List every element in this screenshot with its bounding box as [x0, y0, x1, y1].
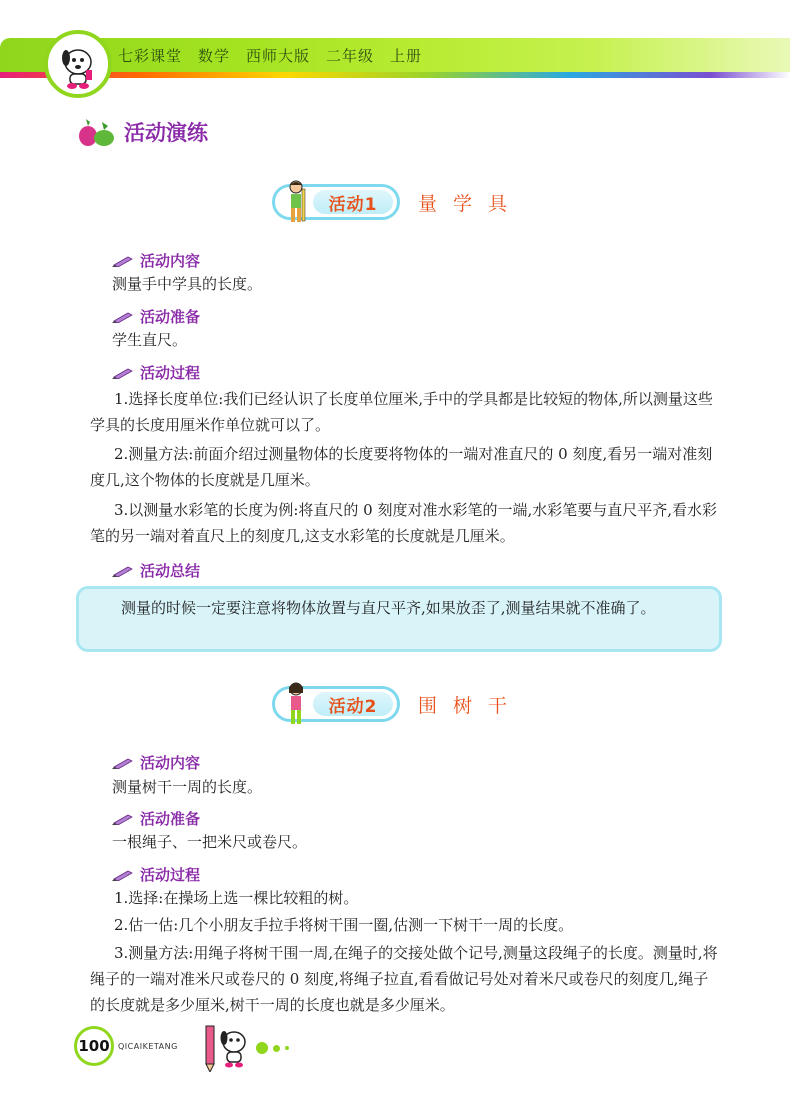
activity1-summary-text: 测量的时候一定要注意将物体放置与直尺平齐,如果放歪了,测量结果就不准确了。	[121, 599, 656, 617]
pencil-icon	[112, 813, 134, 825]
activity2-prep-text: 一根绳子、一把米尺或卷尺。	[112, 833, 308, 851]
child-figure-icon	[283, 179, 309, 225]
footer-brand: QICAIKETANG	[118, 1042, 178, 1051]
pencil-icon	[112, 869, 134, 881]
footer-dots	[256, 1042, 294, 1054]
section-heading-text: 活动演练	[124, 121, 208, 145]
activity1-content-text: 测量手中学具的长度。	[112, 275, 263, 293]
section-heading	[76, 116, 208, 148]
pencil-icon	[112, 255, 134, 267]
activity2-step-2: 2.估一估:几个小朋友手拉手将树干围一圈,估测一下树干一周的长度。	[114, 916, 574, 934]
activity1-title: 量学具	[418, 192, 524, 215]
child-figure-icon	[283, 681, 309, 727]
activity2-badge	[272, 686, 400, 722]
activity1-prep-text: 学生直尺。	[112, 331, 188, 349]
activity1-summary-label: 活动总结	[112, 560, 200, 581]
pencil-icon	[112, 311, 134, 323]
header-rainbow-stripe	[0, 72, 790, 78]
activity2-content-text: 测量树干一周的长度。	[112, 778, 263, 796]
footer-dot	[285, 1046, 289, 1050]
pencil-icon	[112, 367, 134, 379]
activity2-step-3: 3.测量方法:用绳子将树干围一周,在绳子的交接处做个记号,测量这段绳子的长度。测量时,将绳子的一端对准米尺或卷尺的 0 刻度,将绳子拉直,看看做记号处对着米尺或卷尺的刻度几,绳子的长度就是多少厘米,树干一周的长度也就是多少厘米。	[90, 944, 718, 1014]
activity1-step-1: 1.选择长度单位:我们已经认识了长度单位厘米,手中的学具都是比较短的物体,所以测量这些学具的长度用厘米作单位就可以了。	[90, 390, 713, 434]
activity2-header	[272, 682, 523, 726]
activity1-header	[272, 180, 523, 224]
pencil-dog-mascot-icon	[202, 1020, 254, 1072]
activity1-summary-box	[76, 586, 722, 652]
activity1-step-3: 3.以测量水彩笔的长度为例:将直尺的 0 刻度对准水彩笔的一端,水彩笔要与直尺平齐,看水彩笔的另一端对着直尺上的刻度几,这支水彩笔的长度就是几厘米。	[90, 501, 717, 545]
activity1-prep-label: 活动准备	[112, 306, 200, 327]
activity2-process-label: 活动过程	[112, 864, 200, 885]
page-header	[0, 0, 800, 90]
pencil-icon	[112, 565, 134, 577]
activity1-badge	[272, 184, 400, 220]
header-title: 七彩课堂 数学 西师大版 二年级 上册	[118, 47, 423, 65]
activity2-title: 围树干	[418, 694, 524, 717]
page-number: 100	[74, 1026, 114, 1066]
activity1-process-label: 活动过程	[112, 362, 200, 383]
activity2-prep-label: 活动准备	[112, 808, 200, 829]
fruit-vegetable-icon	[76, 116, 118, 148]
activity2-content-label: 活动内容	[112, 752, 200, 773]
mascot-badge	[44, 30, 112, 98]
activity2-step-1: 1.选择:在操场上选一棵比较粗的树。	[114, 889, 359, 907]
pencil-icon	[112, 757, 134, 769]
dog-mascot-icon	[48, 34, 108, 94]
activity1-content-label: 活动内容	[112, 250, 200, 271]
activity1-step-2: 2.测量方法:前面介绍过测量物体的长度要将物体的一端对准直尺的 0 刻度,看另一端对准刻度几,这个物体的长度就是几厘米。	[90, 445, 713, 489]
footer-dot	[256, 1042, 268, 1054]
activity2-badge-text: 活动2	[313, 692, 393, 716]
footer-dot	[273, 1045, 280, 1052]
activity1-badge-text: 活动1	[313, 190, 393, 214]
